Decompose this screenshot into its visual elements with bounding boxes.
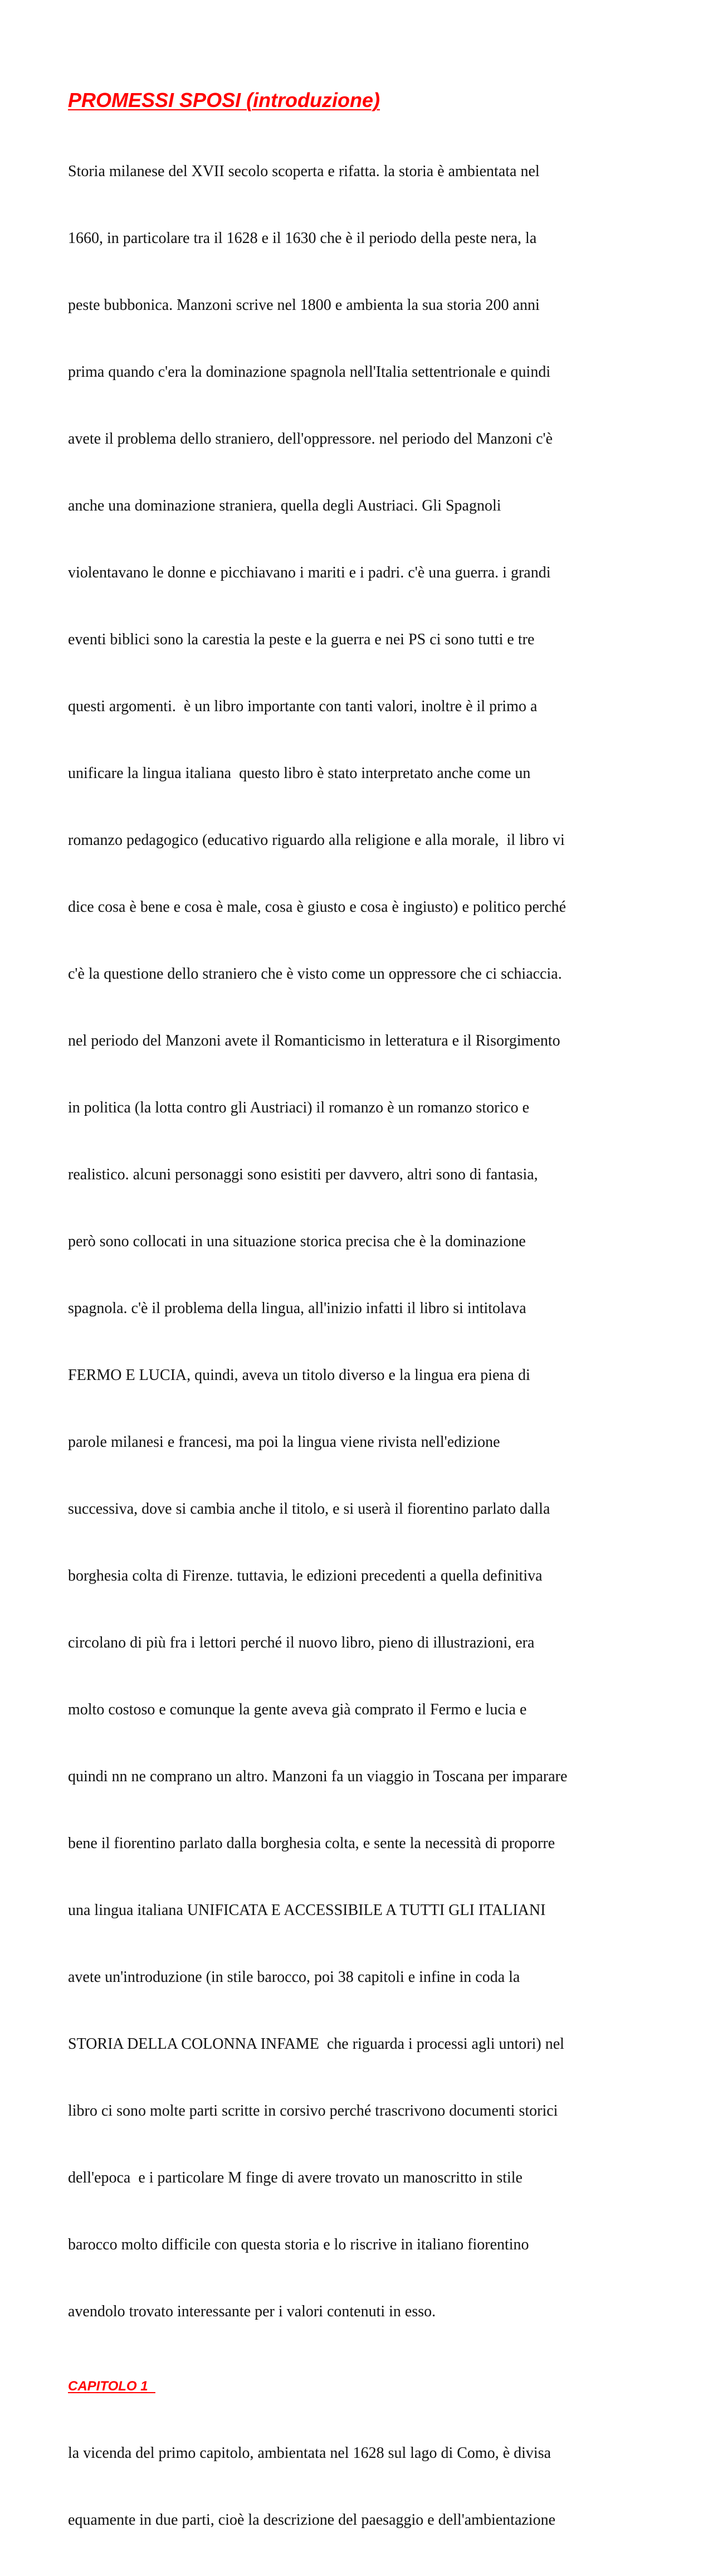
text-line: avete il problema dello straniero, dell'oppressore. nel periodo del Manzoni c'è xyxy=(68,430,553,448)
text-line: dell'epoca e i particolare M finge di avere trovato un manoscritto in stile xyxy=(68,2169,522,2186)
chapter-heading: CAPITOLO 1 xyxy=(68,2379,155,2394)
text-line: Storia milanese del XVII secolo scoperta e rifatta. la storia è ambientata nel xyxy=(68,163,540,180)
text-line: però sono collocati in una situazione storica precisa che è la dominazione xyxy=(68,1233,526,1250)
text-line: unificare la lingua italiana questo libro è stato interpretato anche come un xyxy=(68,765,531,782)
text-line: barocco molto difficile con questa storia e lo riscrive in italiano fiorentino xyxy=(68,2236,529,2253)
text-line: in politica (la lotta contro gli Austriaci) il romanzo è un romanzo storico e xyxy=(68,1099,530,1116)
text-line: bene il fiorentino parlato dalla borghesia colta, e sente la necessità di proporre xyxy=(68,1835,555,1852)
text-line: spagnola. c'è il problema della lingua, all'inizio infatti il libro si intitolava xyxy=(68,1300,526,1317)
intro-paragraph xyxy=(68,116,653,2368)
text-line: la vicenda del primo capitolo, ambientata nel 1628 sul lago di Como, è divisa xyxy=(68,2444,551,2462)
text-line: romanzo pedagogico (educativo riguardo alla religione e alla morale, il libro vi xyxy=(68,832,565,849)
text-line: una lingua italiana UNIFICATA E ACCESSIBILE A TUTTI GLI ITALIANI xyxy=(68,1902,546,1919)
text-line: realistico. alcuni personaggi sono esistiti per davvero, altri sono di fantasia, xyxy=(68,1166,538,1183)
text-line: 1660, in particolare tra il 1628 e il 1630 che è il periodo della peste nera, la xyxy=(68,230,537,247)
text-line: nel periodo del Manzoni avete il Romanticismo in letteratura e il Risorgimento xyxy=(68,1032,560,1049)
text-line: libro ci sono molte parti scritte in corsivo perché trascrivono documenti storici xyxy=(68,2102,558,2120)
text-line: successiva, dove si cambia anche il titolo, e si userà il fiorentino parlato dalla xyxy=(68,1500,550,1518)
document-page xyxy=(68,88,653,2576)
text-line: avendolo trovato interessante per i valori contenuti in esso. xyxy=(68,2303,436,2320)
text-line: STORIA DELLA COLONNA INFAME che riguarda i processi agli untori) nel xyxy=(68,2035,564,2053)
text-line: prima quando c'era la dominazione spagnola nell'Italia settentrionale e quindi xyxy=(68,363,551,381)
text-line: c'è la questione dello straniero che è visto come un oppressore che ci schiaccia. xyxy=(68,965,562,983)
text-line: parole milanesi e francesi, ma poi la lingua viene rivista nell'edizione xyxy=(68,1433,500,1451)
text-line: dice cosa è bene e cosa è male, cosa è giusto e cosa è ingiusto) e politico perché xyxy=(68,898,567,916)
chapter-paragraph xyxy=(68,2398,653,2576)
text-line: eventi biblici sono la carestia la peste e la guerra e nei PS ci sono tutti e tre xyxy=(68,631,535,648)
text-line: anche una dominazione straniera, quella degli Austriaci. Gli Spagnoli xyxy=(68,497,501,514)
text-line: questi argomenti. è un libro importante con tanti valori, inoltre è il primo a xyxy=(68,698,538,715)
text-line: equamente in due parti, cioè la descrizione del paesaggio e dell'ambientazione xyxy=(68,2511,555,2529)
text-line: avete un'introduzione (in stile barocco, poi 38 capitoli e infine in coda la xyxy=(68,1969,520,1986)
text-line: FERMO E LUCIA, quindi, aveva un titolo diverso e la lingua era piena di xyxy=(68,1367,530,1384)
text-line: molto costoso e comunque la gente aveva già comprato il Fermo e lucia e xyxy=(68,1701,527,1718)
text-line: circolano di più fra i lettori perché il nuovo libro, pieno di illustrazioni, era xyxy=(68,1634,535,1651)
text-line: peste bubbonica. Manzoni scrive nel 1800 e ambienta la sua storia 200 anni xyxy=(68,297,540,314)
text-line: borghesia colta di Firenze. tuttavia, le edizioni precedenti a quella definitiva xyxy=(68,1567,543,1585)
text-line: violentavano le donne e picchiavano i mariti e i padri. c'è una guerra. i grandi xyxy=(68,564,551,581)
text-line: quindi nn ne comprano un altro. Manzoni fa un viaggio in Toscana per imparare xyxy=(68,1768,568,1785)
document-title: PROMESSI SPOSI (introduzione) xyxy=(68,89,380,111)
